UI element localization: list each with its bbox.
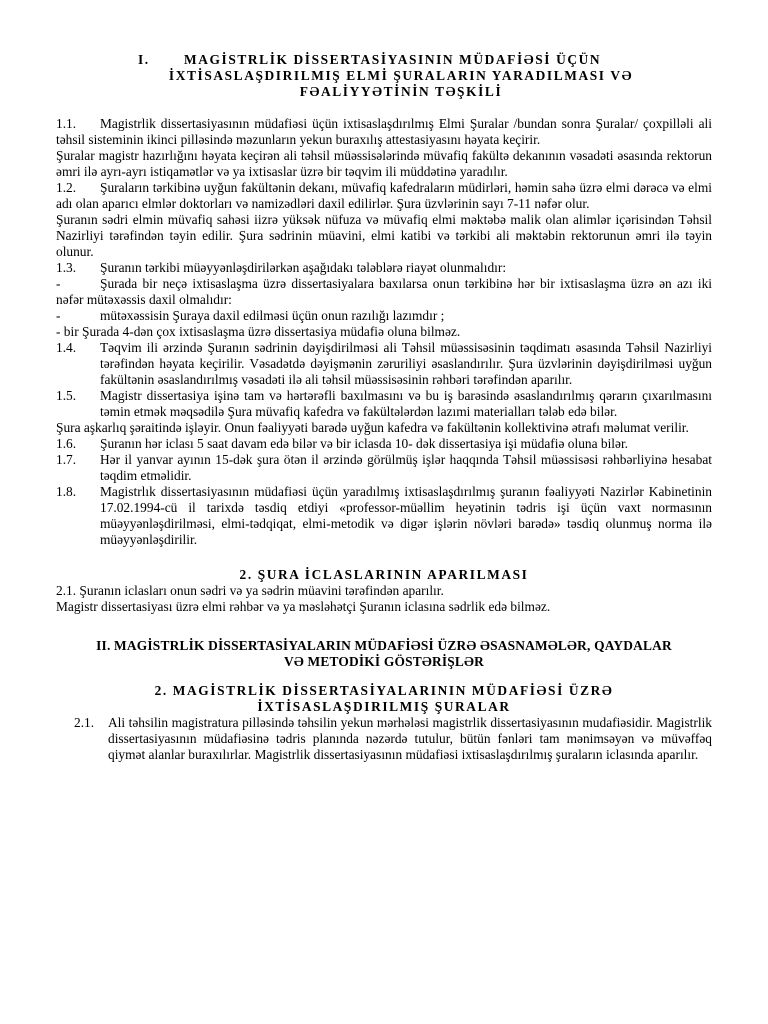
list-item: 1.6. Şuranın hər iclası 5 saat davam edə bilər və bir iclasda 10- dək dissertasiya işi müdafiə oluna bilər.	[56, 436, 629, 451]
list-item: 2.1. Ali təhsilin magistratura pilləsində təhsilin yekun mərhələsi magistrlik dissertasiyasının mudafiəsidir. Magistrlik dissertasiyasının müdafiəsinə tədris planında nəzərdə tutulur, bütün fənləri tam mənimsəyən və müvəffəq qiymət alanlar buraxılırlar. Magistrlik dissertasiyasının müdafiəsi ixtisaslaşdırılmış şuraların iclasında aparılır.	[74, 715, 712, 762]
section-II-title-line1: II. MAGİSTRLİK DİSSERTASİYALARIN MÜDAFİƏSİ ÜZRƏ ƏSASNAMƏLƏR, QAYDALAR	[96, 638, 672, 653]
list-item: 1.5. Magistr dissertasiya işinə tam və hərtərəfli baxılmasını və bu iş barəsində əsaslandırılmış qərarın çıxarılmasını təmin etmək məqsədilə Şura müvafiq kafedra və fakültələrdən lazımi materialları tələb edə bilər.	[56, 388, 712, 419]
paragraph: Şuranın sədri elmin müvafiq sahəsi iizrə yüksək nüfuza və müvafiq elmi məktəbə malik olan alimlər içərisindən Təhsil Nazirliyi tərəfindən təyin edilir. Şura sədrinin müavini, elmi katibi və tərkibi ali məktəbin rektorunun əmri ilə təyin olunur.	[56, 212, 712, 259]
paragraph: 1.1. Magistrlik dissertasiyasının müdafiəsi üçün ixtisaslaşdırılmış Elmi Şuralar /bundan sonra Şuralar/ çoxpilləli ali təhsil sisteminin ikinci pilləsində məzunların yekun buraxılış attestasiyasını həyata keçirir.	[56, 116, 712, 147]
section-1-body	[56, 116, 712, 548]
paragraph: - bir Şurada 4-dən çox ixtisaslaşma üzrə dissertasiya müdafiə oluna bilməz.	[56, 324, 461, 339]
paragraph: - mütəxəssisin Şuraya daxil edilməsi üçün onun razılığı lazımdır ;	[56, 308, 445, 323]
section-1-title-line2: İXTİSASLAŞDIRILMIŞ ELMİ ŞURALARIN YARADILMASI VƏ	[168, 68, 634, 83]
section-II-heading	[56, 638, 712, 670]
section-II-2-title-line1: 2. MAGİSTRLİK DİSSERTASİYALARININ MÜDAFİƏSİ ÜZRƏ	[154, 683, 614, 698]
list-item: 1.4. Təqvim ili ərzində Şuranın sədrinin dəyişdirilməsi ali Təhsil müəssisəsinin təqdimatı əsasında Təhsil Nazirliyi tərəfindən həyata keçirilir. Vəsadətdə dəyişmənin zəruriliyi əsaslandırılır. Şura üzvlərinin dəyişdirilməsi uyğun fakültənin əsaslandırılmış vəsadəti ilə ali təhsil müəssisəsinin rəhbəri tərəfindən aparılır.	[56, 340, 712, 387]
list-item: 1.8. Magistrlık dissertasiyasının müdafiəsi üçün yaradılmış ixtisaslaşdırılmış şuranın fəaliyyəti Nazirlər Kabinetinin 17.02.1994-cü il tarixdə təsdiq etdiyi «professor-müəllim heyətinin tədris işi üçün vaxt normasının müəyyənləşdirilməsi, elmi-tədqiqat, elmi-metodik və digər işlərin növləri barədə» təsdiq olunmuş norma ilə müəyyənləşdirilir.	[56, 484, 712, 547]
paragraph: Şura aşkarlıq şəraitində işləyir. Onun fəaliyyəti barədə uyğun kafedra və fakültənin kollektivinə ətrafı məlumat verilir.	[56, 420, 689, 435]
list-item: 1.7. Hər il yanvar ayının 15-dək şura ötən il ərzində görülmüş işlər haqqında Təhsil müəssisəsi rəhbərliyinə hesabat təqdim etməlidir.	[56, 452, 712, 483]
paragraph: - Şurada bir neçə ixtisaslaşma üzrə dissertasiyalara baxılarsa onun tərkibinə hər bir ixtisaslaşma üzrə ən azı iki nəfər mütəxəssis daxil olmalıdır:	[56, 276, 712, 307]
section-1-number: I.	[138, 52, 150, 67]
paragraph: 2.1. Şuranın iclasları onun sədri və ya sədrin müavini tərəfindən aparılır.	[56, 583, 444, 598]
paragraph: Şuralar magistr hazırlığını həyata keçirən ali təhsil müəssisələrində müvafiq fakültə dekanının vəsadəti əsasında rektorun əmri ilə ayrı-ayrı istiqamətlər və ya ixtisaslar üzrə bir təqvim ili müddətinə yaradılır.	[56, 148, 712, 179]
section-II-2-title-line2: İXTİSASLAŞDIRILMIŞ ŞURALAR	[257, 699, 511, 714]
section-1-title-line1: MAGİSTRLİK DİSSERTASİYASININ MÜDAFİƏSİ ÜÇÜN	[184, 52, 602, 67]
section-2-heading: 2. ŞURA İCLASLARININ APARILMASI	[239, 567, 529, 582]
section-II-title-line2: VƏ METODİKİ GÖSTƏRİŞLƏR	[284, 654, 484, 669]
section-1-title-line3: FƏALİYYƏTİNİN TƏŞKİLİ	[299, 84, 503, 99]
document-page	[56, 52, 712, 763]
paragraph: 1.3. Şuranın tərkibi müəyyənləşdirilərkən aşağıdakı tələblərə riayət olunmalıdır:	[56, 260, 507, 275]
section-II-2-heading	[56, 683, 712, 715]
section-1-heading	[90, 52, 712, 100]
paragraph: Magistr dissertasiyası üzrə elmi rəhbər və ya məsləhətçi Şuranın iclasına sədrlik edə bilməz.	[56, 599, 551, 614]
paragraph: 1.2. Şuraların tərkibinə uyğun fakültənin dekanı, müvafiq kafedraların müdirləri, həmin sahə üzrə elmi dərəcə və elmi adı olan aparıcı elmlər doktorları və namizədləri daxil edilirlər. Şura üzvlərinin sayı 7-11 nəfər olur.	[56, 180, 712, 211]
